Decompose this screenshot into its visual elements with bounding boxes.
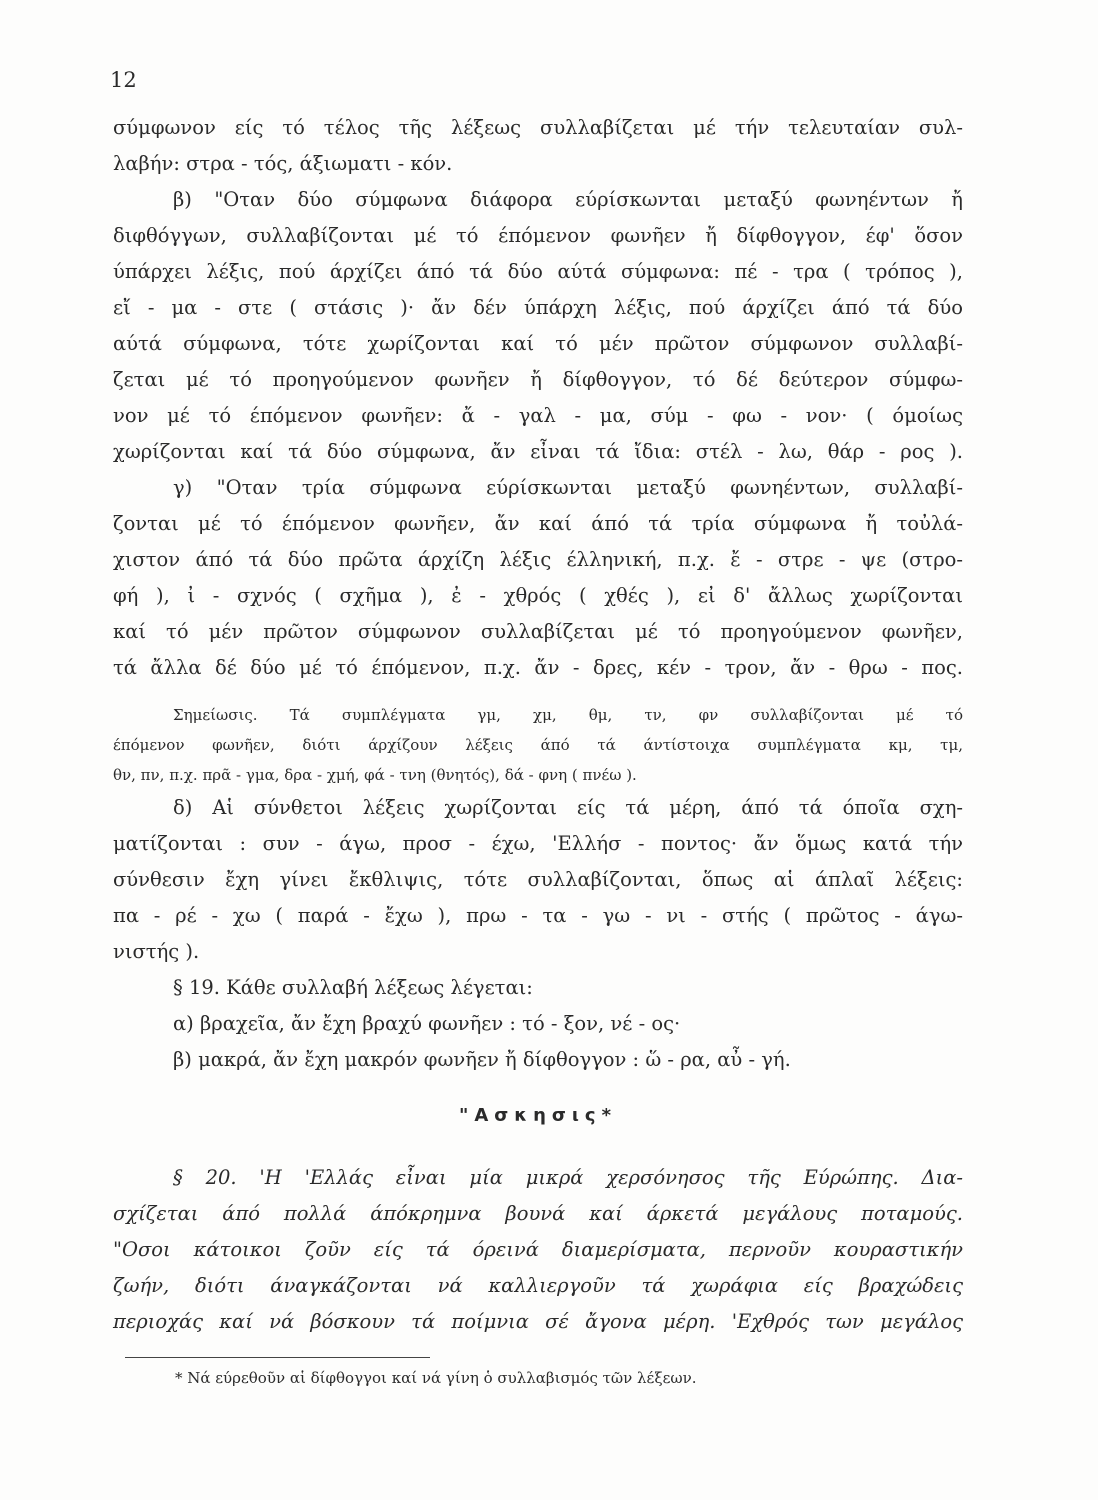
exercise-line: ζωήν, διότι άναγκάζονται νά καλλιεργοῦν τά χωράφια είς βραχώδεις — [113, 1274, 963, 1297]
footnote: * Νά εύρεθοῦν αἱ δίφθογγοι καί νά γίνη ὁ συλλαβισμός τῶν λέξεων. — [175, 1369, 697, 1387]
text-line: τά ἄλλα δέ δύο μέ τό έπόμενον, π.χ. ἄν - δρες, κέν - τρον, ἄν - θρω - πος. — [113, 656, 963, 679]
text-line: ματίζονται : συν - άγω, προσ - έχω, 'Ελλήσ - ποντος· ἄν ὅμως κατά τήν — [113, 832, 963, 855]
text-line: σύνθεσιν ἔχη γίνει ἔκθλιψις, τότε συλλαβίζονται, ὅπως αἱ άπλαῖ λέξεις: — [113, 868, 963, 891]
text-line: νον μέ τό έπόμενον φωνῆεν: ἄ - γαλ - μα, σύμ - φω - νον· ( όμοίως — [113, 404, 963, 427]
section-19-item-short: α) βραχεῖα, ἄν ἔχη βραχύ φωνῆεν : τό - ξον, νέ - ος· — [173, 1012, 681, 1035]
text-line: χιστον άπό τά δύο πρῶτα άρχίζη λέξις έλληνική, π.χ. ἔ - στρε - ψε (στρο- — [113, 548, 963, 571]
text-line: χωρίζονται καί τά δύο σύμφωνα, ἄν εἶναι τά ἴδια: στέλ - λω, θάρ - ρος ). — [113, 440, 963, 463]
note-line: έπόμενον φωνῆεν, διότι άρχίζουν λέξεις άπό τά άντίστοιχα συμπλέγματα κμ, τμ, — [113, 736, 963, 754]
text-line: ζονται μέ τό έπόμενον φωνῆεν, ἄν καί άπό τά τρία σύμφωνα ἤ τοὐλά- — [113, 512, 963, 535]
section-19-item-long: β) μακρά, ἄν ἔχη μακρόν φωνῆεν ἤ δίφθογγον : ὥ - ρα, αὖ - γή. — [173, 1048, 791, 1071]
text-line: σύμφωνον είς τό τέλος τῆς λέξεως συλλαβίζεται μέ τήν τελευταίαν συλ- — [113, 116, 963, 139]
exercise-line: περιοχάς καί νά βόσκουν τά ποίμνια σέ ἄγονα μέρη. 'Εχθρός των μεγάλος — [113, 1310, 963, 1333]
note-line: θν, πν, π.χ. πρᾶ - γμα, δρα - χμή, φά - τνη (θνητός), δά - φνη ( πνέω ). — [113, 766, 637, 784]
text-line: εἴ - μα - στε ( στάσις )· ἄν δέν ύπάρχη λέξις, πού άρχίζει άπό τά δύο — [113, 296, 963, 319]
text-line: νιστής ). — [113, 940, 200, 963]
note-line: Σημείωσις. Τά συμπλέγματα γμ, χμ, θμ, τν, φν συλλαβίζονται μέ τό — [173, 706, 963, 724]
page-number: 12 — [110, 68, 137, 92]
text-line: δ) Αἱ σύνθετοι λέξεις χωρίζονται είς τά μέρη, άπό τά όποῖα σχη- — [173, 796, 963, 819]
text-line: ύπάρχει λέξις, πού άρχίζει άπό τά δύο αύτά σύμφωνα: πέ - τρα ( τρόπος ), — [113, 260, 963, 283]
text-line: φή ), ἰ - σχνός ( σχῆμα ), ἐ - χθρός ( χθές ), εἰ δ' ἄλλως χωρίζονται — [113, 584, 963, 607]
text-line: καί τό μέν πρῶτον σύμφωνον συλλαβίζεται μέ τό προηγούμενον φωνῆεν, — [113, 620, 963, 643]
page-body — [113, 110, 963, 1340]
text-line: β) "Οταν δύο σύμφωνα διάφορα εύρίσκωνται μεταξύ φωνηέντων ἤ — [173, 188, 963, 211]
exercise-heading: "Ασκησις* — [458, 1105, 618, 1126]
exercise-line: σχίζεται άπό πολλά άπόκρημνα βουνά καί άρκετά μεγάλους ποταμούς. — [113, 1202, 963, 1225]
text-line: αύτά σύμφωνα, τότε χωρίζονται καί τό μέν πρῶτον σύμφωνον συλλαβί- — [113, 332, 963, 355]
text-line: γ) "Οταν τρία σύμφωνα εύρίσκωνται μεταξύ φωνηέντων, συλλαβί- — [173, 476, 963, 499]
text-line: πα - ρέ - χω ( παρά - ἔχω ), πρω - τα - γω - νι - στής ( πρῶτος - άγω- — [113, 904, 963, 927]
text-line: λαβήν: στρα - τός, άξιωματι - κόν. — [113, 152, 453, 175]
section-19-title: § 19. Κάθε συλλαβή λέξεως λέγεται: — [173, 976, 533, 999]
exercise-line: § 20. 'Η 'Ελλάς εἶναι μία μικρά χερσόνησος τῆς Εύρώπης. Δια- — [173, 1166, 963, 1189]
text-line: διφθόγγων, συλλαβίζονται μέ τό έπόμενον φωνῆεν ἤ δίφθογγον, έφ' ὅσον — [113, 224, 963, 247]
exercise-line: "Οσοι κάτοικοι ζοῦν είς τά όρεινά διαμερίσματα, περνοῦν κουραστικήν — [113, 1238, 963, 1261]
footnote-divider — [125, 1357, 430, 1358]
text-line: ζεται μέ τό προηγούμενον φωνῆεν ἤ δίφθογγον, τό δέ δεύτερον σύμφω- — [113, 368, 963, 391]
